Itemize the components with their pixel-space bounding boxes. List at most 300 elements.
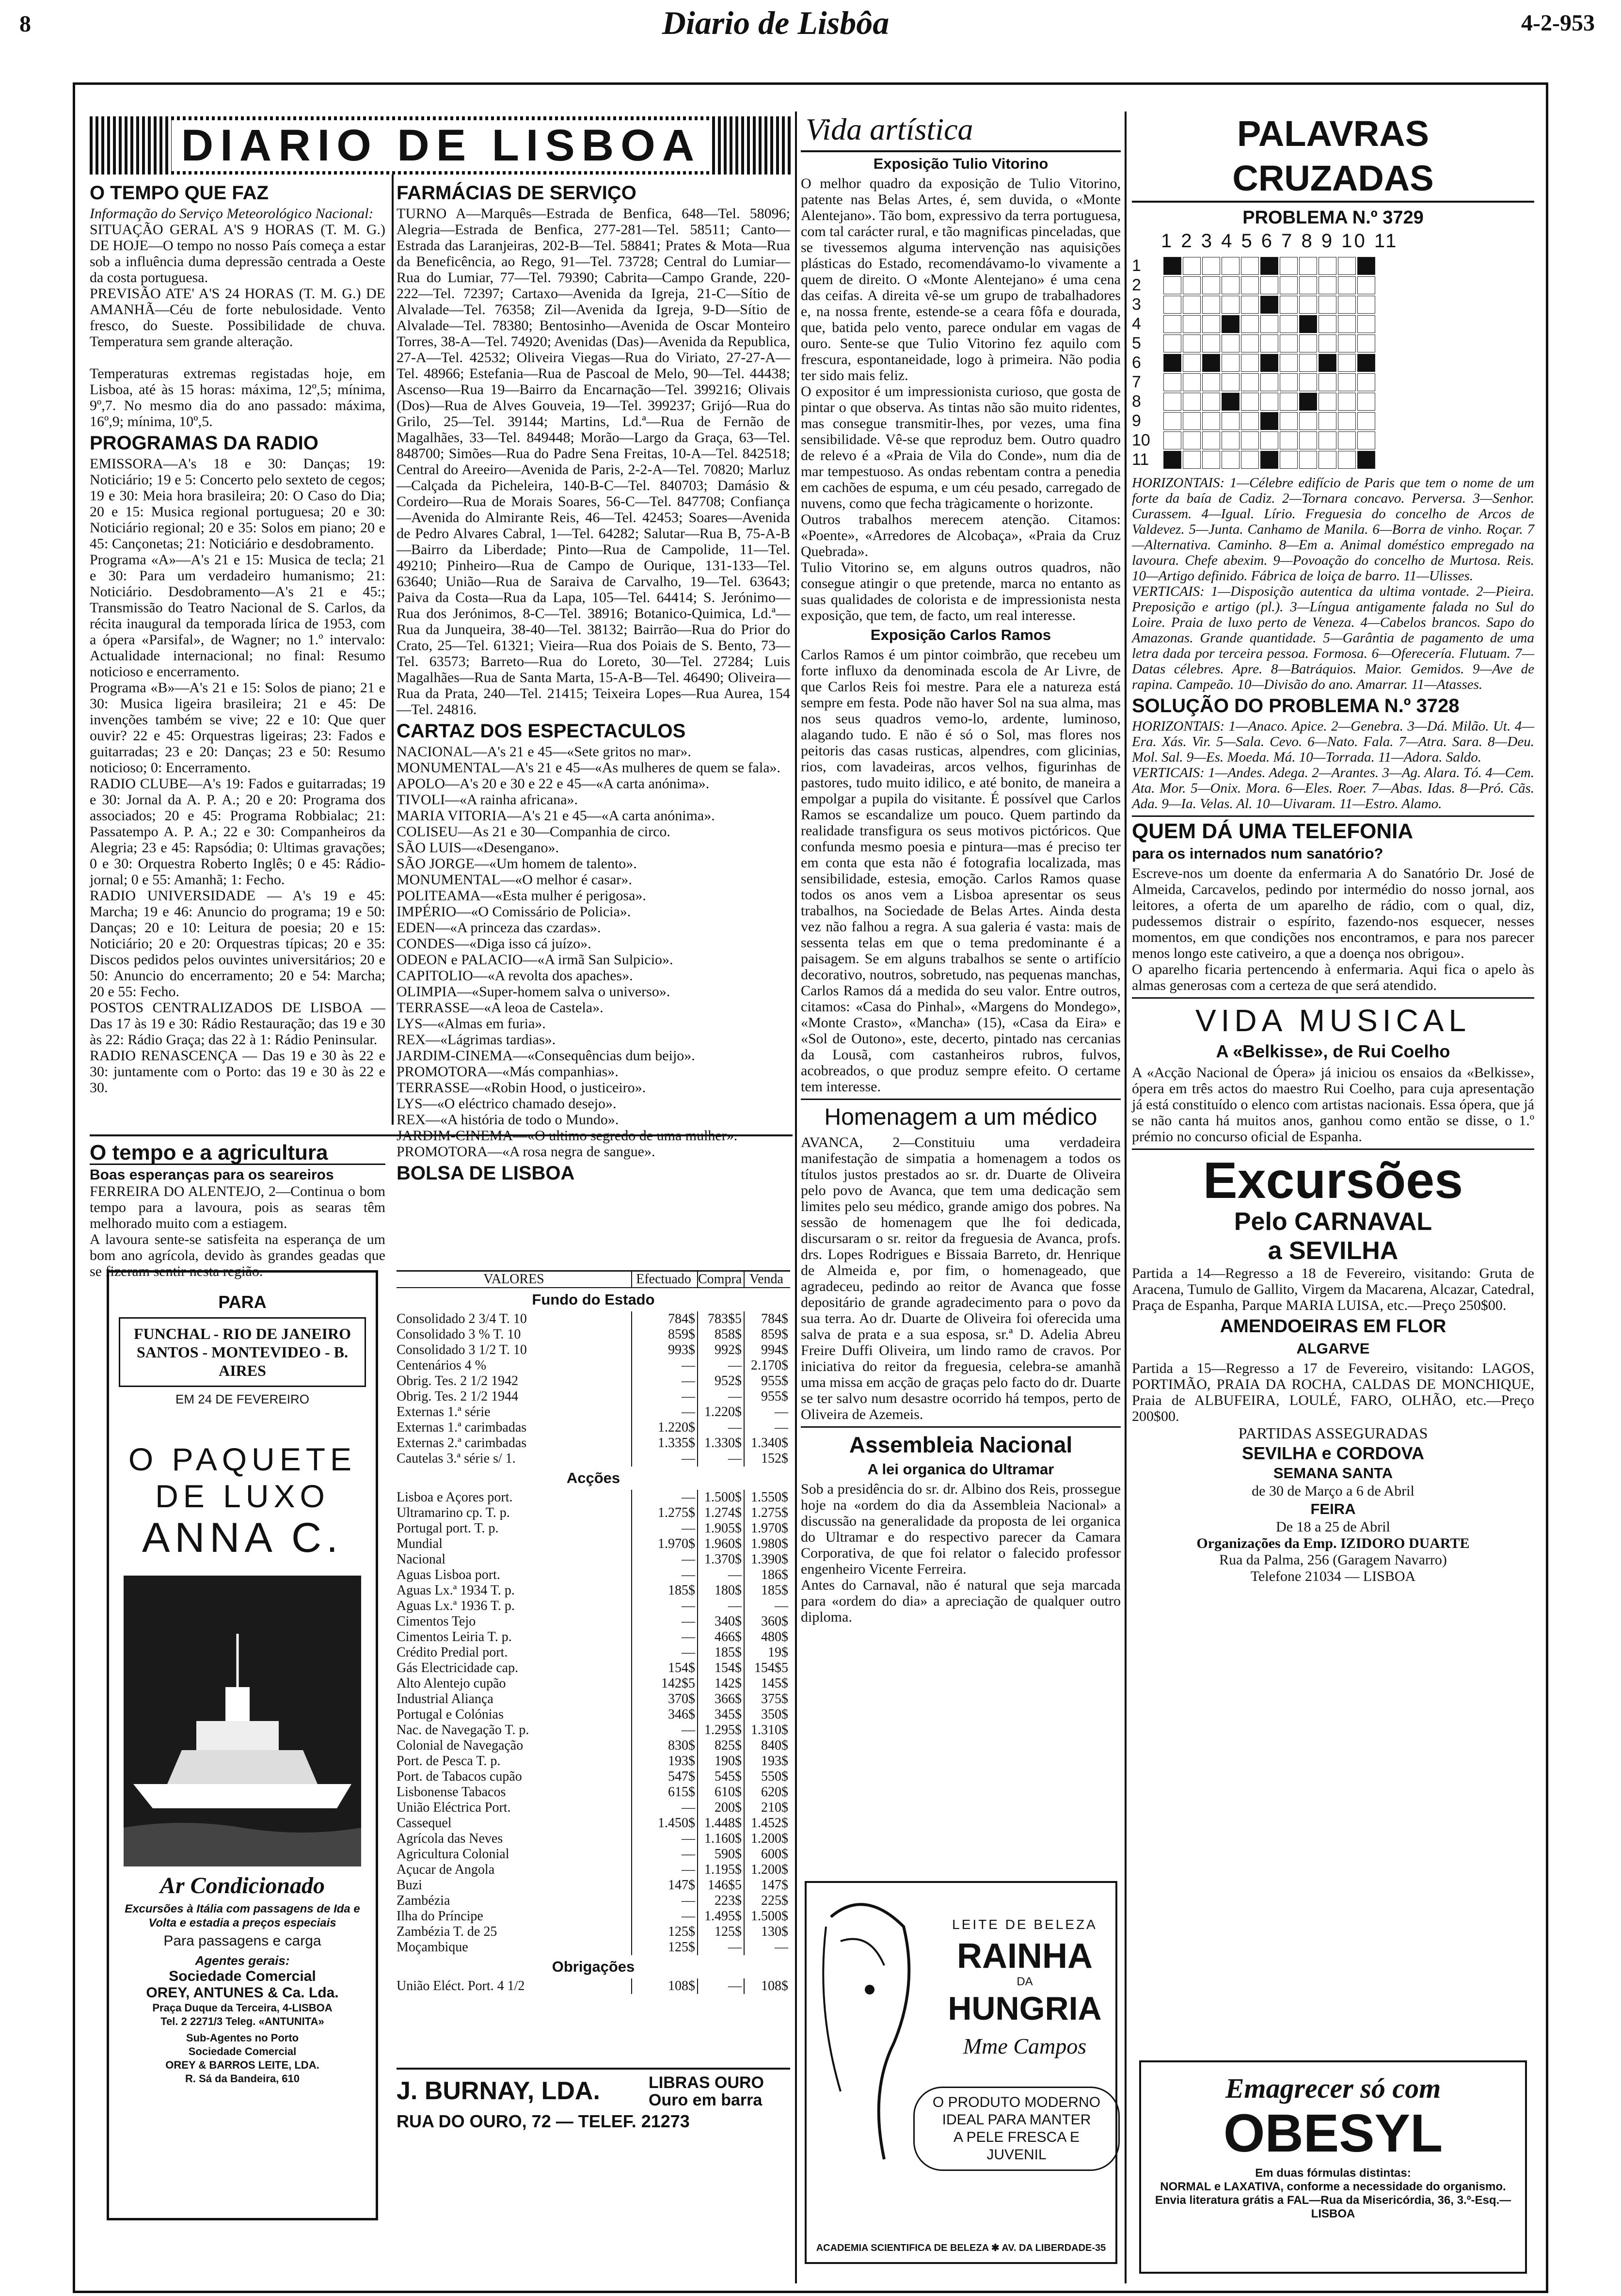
bolsa-row xyxy=(397,1311,790,1327)
crossword-cell xyxy=(1183,257,1201,275)
bolsa-row xyxy=(397,1614,790,1629)
crossword-cell xyxy=(1260,296,1278,314)
crossword-row-number: 3 xyxy=(1132,295,1141,314)
crossword-cell xyxy=(1280,393,1298,411)
valor-name: Zambézia xyxy=(397,1893,450,1908)
valor-price: 1.905$ xyxy=(697,1521,744,1536)
crossword-cell xyxy=(1202,296,1220,314)
valor-price: 1.195$ xyxy=(697,1862,744,1878)
bolsa-row xyxy=(397,1327,790,1342)
crossword-cell xyxy=(1183,335,1201,352)
valor-name: Colonial de Navegação xyxy=(397,1738,524,1753)
crossword-cell xyxy=(1338,412,1356,430)
crossword-cell xyxy=(1280,296,1298,314)
valor-price: — xyxy=(744,1598,790,1614)
crossword-cell xyxy=(1222,315,1240,333)
crossword-cell xyxy=(1241,354,1259,372)
crossword-cell xyxy=(1260,276,1278,294)
palavras-clues: HORIZONTAIS: 1—Célebre edifício de Paris que tem o nome de um forte da baía de Cadiz. 2—Tornara concavo. Perversa. 3—Senhor. Curassem. 4—Igual. Lírio. Freguesia do concelho de Arcos de Valdevez. 5—Junta. Canhamo de Manila. 6—Borra de vinho. Roçar. 7—Alternativa. Caminho. 8—Em a. Animal doméstico empregado na lavoura. Chefe abexim. 9—Povoação do concelho de Murtosa. Reis. 10—Artigo definido. Fábrica de loiça de barro. 11—Ulisses. VERTICAIS: 1—Disposição autentica da ultima vontade. 2—Pieira. Preposição e artigo (pl.). 3—Língua antigamente falada no Sul do Loire. Praia de luxo perto de Veneza. 4—Cabelos brancos. Sapo do Amazonas. Grande quantidade. 5—Garântia de pagamento de uma letra dada por terceira pessoa. Formosa. 6—Oferecería. Flutuam. 7—Datas célebres. Apre. 8—Batráquios. Maior. Gemidos. 9—Ave de rapina. Campeão. 10—Divisão do ano. Amarrar. 11—Atasses. xyxy=(1132,475,1534,692)
valor-price: 1.295$ xyxy=(697,1722,744,1738)
crossword-cell xyxy=(1357,373,1375,391)
crossword-cell xyxy=(1299,296,1317,314)
valor-name: Ultramarino cp. T. p. xyxy=(397,1505,510,1520)
valor-name: Obrig. Tes. 2 1/2 1944 xyxy=(397,1389,519,1404)
crossword-cell xyxy=(1280,354,1298,372)
valor-name: Consolidado 3 % T. 10 xyxy=(397,1327,521,1342)
tempo-title: O TEMPO QUE FAZ xyxy=(90,182,269,204)
farmacias-title: FARMÁCIAS DE SERVIÇO xyxy=(397,182,636,204)
valor-name: Buzi xyxy=(397,1878,422,1893)
column-rule xyxy=(795,112,797,2283)
valor-name: Aguas Lisboa port. xyxy=(397,1567,500,1582)
semana-santa: SEMANA SANTA xyxy=(1273,1465,1393,1482)
crossword-cell xyxy=(1183,412,1201,430)
crossword-cell xyxy=(1338,335,1356,352)
bolsa-row xyxy=(397,1358,790,1373)
crossword-cell xyxy=(1183,354,1201,372)
obesyl-ad xyxy=(1139,2060,1527,2274)
valor-price: 1.220$ xyxy=(697,1404,744,1420)
crossword-cell xyxy=(1222,335,1240,352)
ad-excursoes: Excursões à Itália com passagens de Ida e Volta e estadia a preços especiais xyxy=(125,1902,360,1929)
bolsa-row xyxy=(397,1909,790,1924)
valor-price: 142$5 xyxy=(631,1676,697,1691)
paquete-ad xyxy=(107,1270,378,2220)
accoes-title: Acções xyxy=(566,1469,620,1486)
feira-dates: De 18 a 25 de Abril xyxy=(1276,1519,1390,1535)
palavras-columns: 1 2 3 4 5 6 7 8 9 10 11 xyxy=(1161,230,1399,252)
agricultura-article xyxy=(90,1139,385,1279)
valor-price: 185$ xyxy=(631,1583,697,1598)
issue-date: 4-2-953 xyxy=(1521,10,1595,36)
crossword-row-number: 7 xyxy=(1132,373,1141,391)
crossword-cell xyxy=(1319,451,1336,469)
obesyl-brand: OBESYL xyxy=(1223,2104,1443,2163)
valor-price: 1.275$ xyxy=(744,1505,790,1521)
valor-price: 1.200$ xyxy=(744,1831,790,1847)
valor-price: 1.390$ xyxy=(744,1552,790,1567)
excursoes-org-addr: Rua da Palma, 256 (Garagem Navarro) Telefone 21034 — LISBOA xyxy=(1219,1552,1447,1584)
crossword-cell xyxy=(1202,354,1220,372)
col-efectuado: Efectuado xyxy=(631,1272,697,1287)
valor-price: 1.330$ xyxy=(697,1435,744,1451)
bolsa-header xyxy=(397,1272,790,1288)
crossword-cell xyxy=(1163,354,1181,372)
bolsa-row xyxy=(397,1435,790,1451)
crossword-row-number: 4 xyxy=(1132,315,1141,333)
burnay-line2: Ouro em barra xyxy=(649,2091,763,2109)
crossword-cell xyxy=(1280,315,1298,333)
diario-logo: DIARIO DE LISBOA xyxy=(90,116,793,175)
crossword-cell xyxy=(1222,393,1240,411)
rainha-line1: LEITE DE BELEZA xyxy=(952,1917,1097,1932)
valor-price: 1.980$ xyxy=(744,1536,790,1552)
valor-price: — xyxy=(697,1389,744,1404)
crossword-cell xyxy=(1319,393,1336,411)
ad-company: Sociedade Comercial OREY, ANTUNES & Ca. Lda. xyxy=(146,1968,339,2001)
valor-price: 130$ xyxy=(744,1924,790,1940)
crossword-row-number: 10 xyxy=(1132,431,1150,449)
valor-name: Consolidado 3 1/2 T. 10 xyxy=(397,1342,527,1357)
burnay-name: J. BURNAY, LDA. xyxy=(397,2077,600,2105)
partidas: PARTIDAS ASSEGURADAS xyxy=(1238,1424,1428,1442)
valor-price: 600$ xyxy=(744,1847,790,1862)
palavras-problem: PROBLEMA N.º 3729 xyxy=(1242,207,1424,228)
bolsa-row xyxy=(397,1420,790,1435)
crossword-cell xyxy=(1202,335,1220,352)
crossword-cell xyxy=(1280,335,1298,352)
valor-price: — xyxy=(697,1567,744,1583)
crossword-cell xyxy=(1338,393,1356,411)
valor-name: Obrig. Tes. 2 1/2 1942 xyxy=(397,1373,519,1388)
valor-price: 1.550$ xyxy=(744,1490,790,1505)
crossword-row-number: 11 xyxy=(1132,450,1149,469)
crossword-cell xyxy=(1183,296,1201,314)
valor-name: Zambézia T. de 25 xyxy=(397,1924,497,1939)
fundo-title: Fundo do Estado xyxy=(532,1291,655,1308)
tempo-body: SITUAÇÃO GERAL A'S 9 HORAS (T. M. G.) DE HOJE—O tempo no nosso País começa a estar sob a influência duma depressão centrada a Oeste da costa portuguesa. PREVISÃO ATE' A'S 24 HORAS (T. M. G.) DE AMANHÃ—Céu de forte nebulosidade. Vento fresco, do Sueste. Possibilidade de chuva. Temperatura sem grande alteração. Temperaturas extremas registadas hoje, em Lisboa, até às 15 horas: máxima, 12º,5; mínima, 9º,7. No mesmo dia do ano passado: máxima, 16º,9; mínima, 10º,5. xyxy=(90,222,385,430)
valor-price: 345$ xyxy=(697,1707,744,1722)
page-header xyxy=(0,0,1621,44)
crossword-cell xyxy=(1338,315,1356,333)
crossword-cell xyxy=(1299,276,1317,294)
page-number: 8 xyxy=(19,11,31,37)
bolsa-row xyxy=(397,1389,790,1404)
valor-price: — xyxy=(697,1978,744,1994)
crossword-row-number: 9 xyxy=(1132,412,1141,430)
valor-price: 125$ xyxy=(697,1924,744,1940)
rainha-signature: Mme Campos xyxy=(963,2034,1087,2058)
bolsa-row xyxy=(397,1722,790,1738)
assembleia-title: Assembleia Nacional xyxy=(849,1432,1073,1457)
bolsa-row xyxy=(397,1451,790,1467)
valor-name: Moçambique xyxy=(397,1940,468,1955)
crossword-cell xyxy=(1280,276,1298,294)
crossword-cell xyxy=(1338,431,1356,449)
homenagem-body: AVANCA, 2—Constituiu uma verdadeira manifestação de simpatia a homenagem a todos os títulos justos prestados ao sr. dr. Duarte de Oliveira pelo povo de Avanca, que tem uma dedicação sem limites pelo seu médico, grande amigo dos pobres. Na sessão de homenagem que lhe foi dedicada, discursaram o sr. reitor da freguesia de Avanca, profs. drs. Lopes Rodrigues e Bissaia Barreto, dr. Henrique de Almeida e, por fim, o homenageado, que agradeceu, pedindo ao reitor de Avanca que fosse depositário de grande agradecimento para o povo da sua terra. Ao dr. Duarte de Oliveira foi oferecida uma salva de prata e a sua esposa, sr.ª D. Adelia Abreu Freire Duffi Oliveira, um lindo ramo de cravos. Por iniciativa do reitor da freguesia, celebra-se amanhã uma missa em acção de graças pelo facto do dr. Duarte se ter salvo num desastre ocorrido há tempos, perto de Oliveira de Azemeis. xyxy=(801,1134,1121,1422)
valor-price: — xyxy=(631,1490,697,1505)
bolsa-row xyxy=(397,1552,790,1567)
feira: FEIRA xyxy=(1310,1500,1356,1517)
valor-price: 825$ xyxy=(697,1738,744,1754)
crossword-cell xyxy=(1338,276,1356,294)
column-left xyxy=(90,179,385,1125)
valor-price: 154$ xyxy=(697,1660,744,1676)
crossword-cell xyxy=(1241,451,1259,469)
crossword-cell xyxy=(1241,315,1259,333)
valor-price: 375$ xyxy=(744,1691,790,1707)
crossword-cell xyxy=(1183,431,1201,449)
crossword-cell xyxy=(1338,354,1356,372)
carlos-body: Carlos Ramos é um pintor coimbrão, que recebeu um forte influxo da denominada escola de Ar Livre, de que Carlos Reis foi mestre. Para ele a natureza está sempre em festa. Pode não haver Sol na sua alma, mas nos seus quadros vemo-lo, ardente, luminoso, alagando tudo. E não é só o Sol, mas flores nos peitoris das casas rusticas, alpendres, com glicinias, rios, com lavadeiras, arcos velhos, figurinhas de pastores, tudo muito idilico, e até bonito, de maneira a empolgar a pupila do visitante. É possível que Carlos Ramos se escandalize um pouco. Quem partindo da realidade transfigura os seus motivos pictóricos. Que confunda mesmo poesia e pintura—mas é preciso ter em conta que esta não é fotografia localizada, mas sensibilidade, estesia, emoção. Carlos Ramos quase todos os anos vem a Lisboa apresentar os seus trabalhos, na Sociedade de Belas Artes. Ainda desta vez não falhou a regra. A sua galeria é vasta: mais de sessenta telas em que o tema predominante é a paisagem. Se em alguns trabalhos se sente o artifício decorativo, noutros, sobretudo, nas pequenas manchas, Carlos Ramos dá a medida do seu valor. Entre outros, citamos: «Casa do Pinhal», «Margens do Mondego», «Monte Crasto», «Mancha» (15), «Casa da Eira» e «Sol de Outono», este, decerto, pintado nas cercanias da Lousã, com castanheiros rubros, fulvos, acobreados, o que produz sempre efeito. O certame tem interesse. xyxy=(801,647,1121,1095)
valor-name: Industrial Aliança xyxy=(397,1691,493,1706)
crossword-cell xyxy=(1202,412,1220,430)
valor-price: — xyxy=(631,1722,697,1738)
valor-name: Lisboa e Açores port. xyxy=(397,1490,513,1505)
ad-ship-name: ANNA C. xyxy=(142,1515,343,1561)
valor-price: 340$ xyxy=(697,1614,744,1629)
vida-title: Vida artística xyxy=(801,112,1121,152)
solucao-body: HORIZONTAIS: 1—Anaco. Apice. 2—Genebra. 3—Dá. Milão. Ut. 4—Era. Xás. Vir. 5—Sala. Cevo. 6—Nato. Fala. 7—Atra. Sara. 8—Deu. Mol. Sal. 9—Es. Moeda. Má. 10—Torrada. 11—Adora. Saldo. VERTICAIS: 1—Andes. Adega. 2—Arantes. 3—Ag. Alara. Tó. 4—Cem. Ata. Mor. 5—Onix. Mora. 6—Eles. Roer. 7—Abas. Idas. 8—Pró. Cãs. Ada. 9—Ia. Velas. Al. 10—Uivaram. 11—Estro. Alamo. xyxy=(1132,718,1534,812)
bolsa-row xyxy=(397,1676,790,1691)
bolsa-row xyxy=(397,1831,790,1847)
crossword-cell xyxy=(1222,412,1240,430)
amendoeiras-title: AMENDOEIRAS EM FLOR xyxy=(1220,1316,1446,1337)
valor-name: Agricultura Colonial xyxy=(397,1847,509,1862)
excursoes-p2: Partida a 15—Regresso a 17 de Fevereiro, visitando: LAGOS, PORTIMÃO, PRAIA DA ROCHA, CALDAS DE MONCHIQUE, Praia de ALBUFEIRA, LOULÉ, FARO, OLHÃO, etc.—Preço 200$00. xyxy=(1132,1360,1534,1424)
rainha-line4: HUNGRIA xyxy=(948,1990,1102,2027)
valor-name: Aguas Lx.ª 1936 T. p. xyxy=(397,1598,515,1613)
crossword-cell xyxy=(1183,315,1201,333)
ship-illustration xyxy=(124,1576,361,1866)
crossword-cell xyxy=(1202,373,1220,391)
homenagem-title: Homenagem a um médico xyxy=(824,1104,1097,1130)
assembleia-body: Sob a presidência do sr. dr. Albino dos Reis, prossegue hoje na «ordem do dia da Assembleia Nacional» a discussão na generalidade da proposta de lei organica do Ultramar e do respectivo parecer da Camara Corporativa, de que foi relator o falecido professor engenheiro Vicente Ferreira. Antes do Carnaval, não é natural que seja marcada para «ordem do dia» a apreciação de qualquer outro diploma. xyxy=(801,1481,1121,1625)
valor-price: — xyxy=(631,1893,697,1909)
valor-price: 180$ xyxy=(697,1583,744,1598)
bolsa-row xyxy=(397,1769,790,1785)
valor-price: 108$ xyxy=(744,1978,790,1994)
valor-price: — xyxy=(631,1831,697,1847)
valor-price: 1.274$ xyxy=(697,1505,744,1521)
valor-name: Externas 1.ª carimbadas xyxy=(397,1420,527,1435)
bolsa-title: BOLSA DE LISBOA xyxy=(397,1163,575,1184)
rainha-ad xyxy=(805,1881,1117,2264)
crossword-cell xyxy=(1260,373,1278,391)
col-venda: Venda xyxy=(744,1272,790,1287)
valor-name: Açucar de Angola xyxy=(397,1862,495,1877)
crossword-cell xyxy=(1222,431,1240,449)
crossword-cell xyxy=(1357,276,1375,294)
valor-price: 1.970$ xyxy=(744,1521,790,1536)
valor-price: 466$ xyxy=(697,1629,744,1645)
valor-price: — xyxy=(631,1909,697,1924)
obrig-title: Obrigações xyxy=(552,1958,635,1975)
crossword-cell xyxy=(1299,315,1317,333)
valor-name: Cautelas 3.ª série s/ 1. xyxy=(397,1451,516,1466)
bolsa-row xyxy=(397,1505,790,1521)
valor-price: 1.335$ xyxy=(631,1435,697,1451)
crossword-cell xyxy=(1357,393,1375,411)
bolsa-row xyxy=(397,1940,790,1955)
crossword-cell xyxy=(1319,335,1336,352)
column-rule xyxy=(1125,112,1127,2283)
valor-price: 346$ xyxy=(631,1707,697,1722)
valor-name: Nac. de Navegação T. p. xyxy=(397,1722,529,1738)
crossword-cell xyxy=(1241,276,1259,294)
crossword-cell xyxy=(1338,451,1356,469)
valor-name: Mundial xyxy=(397,1536,443,1551)
vida-musical-body: A «Acção Nacional de Ópera» já iniciou os ensaios da «Belkisse», ópera em três actos do maestro Rui Coelho, para cuja apresentação já está constituído o elenco com artistas nacionais. Essa ópera, que já se não canta há muitos anos, ganhou como então se disse, o 1.º prémio no concurso oficial de Espanha. xyxy=(1132,1065,1534,1145)
valor-name: Externas 2.ª carimbadas xyxy=(397,1435,527,1451)
valor-price: 994$ xyxy=(744,1342,790,1358)
crossword-cell xyxy=(1260,451,1278,469)
valor-price: 1.340$ xyxy=(744,1435,790,1451)
valor-price: 1.500$ xyxy=(697,1490,744,1505)
bolsa-row xyxy=(397,1567,790,1583)
crossword-cell xyxy=(1338,257,1356,275)
agricultura-body: FERREIRA DO ALENTEJO, 2—Continua o bom tempo para a lavoura, pois as searas têm melhorado muito com a estiagem. A lavoura sente-se satisfeita na esperança de um bom ano agrícola, devido às grandes geadas que se fizeram sentir nesta região. xyxy=(90,1183,385,1279)
valor-price: — xyxy=(631,1645,697,1660)
crossword-cell xyxy=(1241,431,1259,449)
crossword-cell xyxy=(1260,354,1278,372)
valor-price: 620$ xyxy=(744,1785,790,1800)
bolsa-row xyxy=(397,1404,790,1420)
excursoes-pelo: Pelo CARNAVAL xyxy=(1234,1208,1432,1236)
crossword-cell xyxy=(1163,335,1181,352)
bolsa-row xyxy=(397,1342,790,1358)
valor-price: 186$ xyxy=(744,1567,790,1583)
ad-address: Praça Duque da Terceira, 4-LISBOA Tel. 2 2271/3 Teleg. «ANTUNITA» xyxy=(152,2002,333,2027)
crossword-cell xyxy=(1202,257,1220,275)
valor-price: — xyxy=(631,1389,697,1404)
crossword-cell xyxy=(1183,276,1201,294)
valor-name: Centenários 4 % xyxy=(397,1358,487,1373)
valor-name: Port. de Pesca T. p. xyxy=(397,1754,501,1769)
valor-price: 784$ xyxy=(744,1311,790,1327)
bolsa-row xyxy=(397,1738,790,1754)
bolsa-row xyxy=(397,1785,790,1800)
crossword-cell xyxy=(1260,257,1278,275)
valor-price: 108$ xyxy=(631,1978,697,1994)
crossword-cell xyxy=(1222,257,1240,275)
crossword-row-number: 6 xyxy=(1132,353,1141,372)
crossword-grid xyxy=(1132,252,1534,475)
ad-headline-2: DE LUXO xyxy=(155,1478,330,1514)
valor-price: 859$ xyxy=(744,1327,790,1342)
agricultura-subtitle: Boas esperanças para os seareiros xyxy=(90,1167,334,1183)
bolsa-row xyxy=(397,1583,790,1598)
crossword-cell xyxy=(1202,276,1220,294)
valor-price: 1.200$ xyxy=(744,1862,790,1878)
crossword-cell xyxy=(1357,431,1375,449)
crossword-cell xyxy=(1319,276,1336,294)
valor-price: — xyxy=(631,1567,697,1583)
valor-name: Nacional xyxy=(397,1552,446,1567)
bolsa-row xyxy=(397,1660,790,1676)
bolsa-row xyxy=(397,1816,790,1831)
crossword-cell xyxy=(1338,296,1356,314)
crossword-cell xyxy=(1319,296,1336,314)
valor-price: 1.960$ xyxy=(697,1536,744,1552)
crossword-cell xyxy=(1241,257,1259,275)
valor-price: 370$ xyxy=(631,1691,697,1707)
crossword-cell xyxy=(1280,451,1298,469)
crossword-cell xyxy=(1222,354,1240,372)
valor-name: Port. de Tabacos cupão xyxy=(397,1769,522,1784)
crossword-cell xyxy=(1319,354,1336,372)
vida-musical-title: VIDA MUSICAL xyxy=(1195,1003,1471,1038)
tulio-title: Exposição Tulio Vitorino xyxy=(873,155,1049,172)
valor-price: 146$5 xyxy=(697,1878,744,1893)
valor-price: — xyxy=(631,1862,697,1878)
bolsa-row xyxy=(397,1598,790,1614)
valor-price: — xyxy=(697,1358,744,1373)
valor-name: Alto Alentejo cupão xyxy=(397,1676,506,1691)
valor-price: — xyxy=(631,1552,697,1567)
solucao-title: SOLUÇÃO DO PROBLEMA N.º 3728 xyxy=(1132,695,1460,717)
valor-price: 223$ xyxy=(697,1893,744,1909)
valor-price: 1.452$ xyxy=(744,1816,790,1831)
valor-price: 783$5 xyxy=(697,1311,744,1327)
crossword-cell xyxy=(1163,431,1181,449)
crossword-cell xyxy=(1222,296,1240,314)
assembleia-subtitle: A lei organica do Ultramar xyxy=(867,1461,1054,1478)
ad-passagens: Para passagens e carga xyxy=(163,1933,321,1949)
crossword-cell xyxy=(1299,335,1317,352)
crossword-cell xyxy=(1183,373,1201,391)
burnay-ad xyxy=(397,2068,790,2147)
crossword-cell xyxy=(1183,451,1201,469)
crossword-cell xyxy=(1299,354,1317,372)
valor-name: Lisbonense Tabacos xyxy=(397,1785,506,1800)
excursoes-org: Organizações da Emp. IZIDORO DUARTE xyxy=(1196,1535,1470,1551)
valor-price: 185$ xyxy=(744,1583,790,1598)
valor-name: Portugal e Colónias xyxy=(397,1707,504,1722)
crossword-row-number: 1 xyxy=(1132,256,1141,275)
vida-musical-subtitle: A «Belkisse», de Rui Coelho xyxy=(1216,1041,1450,1061)
valor-price: 952$ xyxy=(697,1373,744,1389)
telefonia-body: Escreve-nos um doente da enfermaria A do Sanatório Dr. José de Almeida, Carcavelos, pedindo por intermédio do nosso jornal, aos leitores, a oferta de um aparelho de rádio, com o qual, diz, pudessemos distrair o espírito, fazendo-nos esquecer, nesses momentos, em que condições nos encontramos, e para nos parecer menos longo este cativeiro, a que a doença nos obrigou». O aparelho ficaria pertencendo à enfermaria. Aqui fica o apelo às almas generosas com a certeza de que será atendido. xyxy=(1132,865,1534,993)
crossword-cell xyxy=(1241,296,1259,314)
valor-price: 145$ xyxy=(744,1676,790,1691)
crossword-cell xyxy=(1299,393,1317,411)
crossword-cell xyxy=(1163,373,1181,391)
crossword-cell xyxy=(1357,451,1375,469)
valor-price: 1.450$ xyxy=(631,1816,697,1831)
valor-price: 1.500$ xyxy=(744,1909,790,1924)
crossword-cell xyxy=(1260,393,1278,411)
algarve-title: ALGARVE xyxy=(1296,1340,1370,1357)
crossword-cell xyxy=(1163,393,1181,411)
crossword-cell xyxy=(1319,315,1336,333)
valor-price: 830$ xyxy=(631,1738,697,1754)
crossword-cell xyxy=(1280,412,1298,430)
bolsa-row xyxy=(397,1521,790,1536)
valor-price: 19$ xyxy=(744,1645,790,1660)
valor-price: 1.220$ xyxy=(631,1420,697,1435)
valor-price: 993$ xyxy=(631,1342,697,1358)
valor-price: — xyxy=(697,1940,744,1955)
crossword-cell xyxy=(1163,296,1181,314)
valor-price: 125$ xyxy=(631,1924,697,1940)
valor-price: 1.495$ xyxy=(697,1909,744,1924)
bolsa-row xyxy=(397,1490,790,1505)
crossword-cell xyxy=(1299,412,1317,430)
valor-price: 955$ xyxy=(744,1389,790,1404)
obesyl-body: Em duas fórmulas distintas: NORMAL e LAXATIVA, conforme a necessidade do organismo. Envia literatura grátis a FAL—Rua da Misericórdia, 36, 3.º-Esq.—LISBOA xyxy=(1155,2167,1511,2220)
valor-name: Cimentos Leiria T. p. xyxy=(397,1629,512,1644)
valor-price: — xyxy=(631,1521,697,1536)
crossword-cell xyxy=(1338,373,1356,391)
crossword-cell xyxy=(1260,431,1278,449)
tempo-subtitle: Informação do Serviço Meteorológico Nacional: xyxy=(90,206,374,222)
crossword-cell xyxy=(1183,393,1201,411)
face-illustration xyxy=(811,1888,933,2200)
crossword-cell xyxy=(1260,315,1278,333)
cartaz-title: CARTAZ DOS ESPECTACULOS xyxy=(397,720,686,742)
bolsa-row xyxy=(397,1862,790,1878)
bolsa-row xyxy=(397,1536,790,1552)
tulio-body: O melhor quadro da exposição de Tulio Vitorino, patente nas Belas Artes, é, sem duvida, o «Monte Alentejano». Tão bom, expressivo da terra portuguesa, com tal carácter rural, e tão magnificas pinceladas, que se tivessemos alguma intervenção nas aquisições plásticas do Estado, recomendávamo-lo vivamente a quem de direito. O «Monte Alentejano» é uma cena das ceifas. A direita vê-se um grupo de trabalhadores e, na nossa frente, estende-se a ceara fôfa e dourada, que, batida pelo vento, parece ondular em vagas de ouro. Sente-se que Tulio Vitorino fez aquilo com frescura, espontaneidade, logo à primeira. Não podia ter sido mais feliz. O expositor é um impressionista curioso, que gosta de pintar o que observa. As tintas não são muito ridentes, mas consegue transmitir-lhes, por vezes, uma fina sensibilidade. Vê-se que reproduz bem. Outro quadro de relevo é a «Praia de Vila do Conde», num dia de mar tempestuoso. As ondas rebentam contra a penedia em cachões de espuma, e um céu pesado, carregado de nuvens, como que fecha tràgicamente o horizonte. Outros trabalhos merecem atenção. Citamos: «Poente», «Arredores de Alcobaça», «Praia da Cruz Quebrada». Tulio Vitorino se, em alguns outros quadros, não consegue atingir o que pretende, marca no entanto as suas qualidades de colorista e de impressionista nesta exposição, que tem, de facto, um real interesse. xyxy=(801,175,1121,623)
valor-price: — xyxy=(631,1847,697,1862)
valor-name: União Eléct. Port. 4 1/2 xyxy=(397,1978,525,1993)
masthead: Diario de Lisbôa xyxy=(662,4,890,41)
valor-price: 360$ xyxy=(744,1614,790,1629)
crossword-cell xyxy=(1222,451,1240,469)
crossword-row-number: 8 xyxy=(1132,392,1141,411)
farmacias-body: TURNO A—Marquês—Estrada de Benfica, 648—Tel. 58096; Alegria—Estrada de Benfica, 277-281—Tel. 58511; Canto—Estrada das Laranjeiras, 202-B—Tel. 58841; Prates & Mota—Rua da Beneficência, ao Rego, 91—Tel. 73728; Central do Lumiar—Rua do Lumiar, 77—Tel. 79390; Cabrita—Campo Grande, 220-222—Tel. 72397; Cartaxo—Avenida da Igreja, 21-C—Sítio de Alvalade—Tel. 76358; Zil—Avenida da Igreja, 9-D—Sítio de Alvalade—Tel. 78380; Bentosinho—Avenida de Oscar Monteiro Torres, 38-A—Tel. 74920; Avenidas (Das)—Avenida da Republica, 27-A—Tel. 42532; Oliveira Viegas—Rua do Viriato, 27-27-A—Tel. 48966; Estefania—Rua de Pascoal de Melo, 90—Tel. 44438; Ascenso—Rua 19—Bairro da Encarnação—Tel. 399216; Olivais (Dos)—Rua de Alves Gouveia, 19—Tel. 399237; Grijó—Rua do Grilo, 25—Tel. 39144; Martins, Ld.ª—Rua de Fernão de Magalhães, 33—Tel. 849448; Morão—Largo da Graça, 63—Tel. 848700; Simões—Rua do Padre Sena Freitas, 10-A—Tel. 842518; Central do Areeiro—Avenida de Paris, 2-2-A—Tel. 70820; Marluz—Calçada da Picheleira, 140-B-C—Tel. 840703; Damásio & Cordeiro—Rua de Morais Soares, 56-C—Tel. 847708; Confiança—Avenida do Almirante Reis, 46—Tel. 42453; Soares—Avenida de Pedro Alvares Cabral, 1—Tel. 64282; Salutar—Rua B, 75-A-B—Bairro da Liberdade; Pinto—Rua de Campolide, 11—Tel. 49210; Pinheiro—Rua de Campo de Ourique, 131-133—Tel. 63640; União—Rua de Saraiva de Carvalho, 19—Tel. 63643; Paiva da Costa—Rua da Lapa, 105—Tel. 64414; S. Jerónimo—Rua dos Jerónimos, 8-C—Tel. 38916; Botanico-Quimica, Ld.ª—Rua da Junqueira, 38-40—Tel. 38132; Bairrão—Rua do Prior do Crato, 25—Tel. 61321; Vieira—Rua dos Poiais de S. Bento, 73—Tel. 63573; Barreto—Rua do Loreto, 30—Tel. 27284; Luis Magalhães—Rua de Santa Marta, 15-A-B—Tel. 46490; Oliveira—Rua da Prata, 240—Tel. 21415; Teixeira Lopes—Rua Aurea, 154—Tel. 24816. xyxy=(397,206,790,718)
